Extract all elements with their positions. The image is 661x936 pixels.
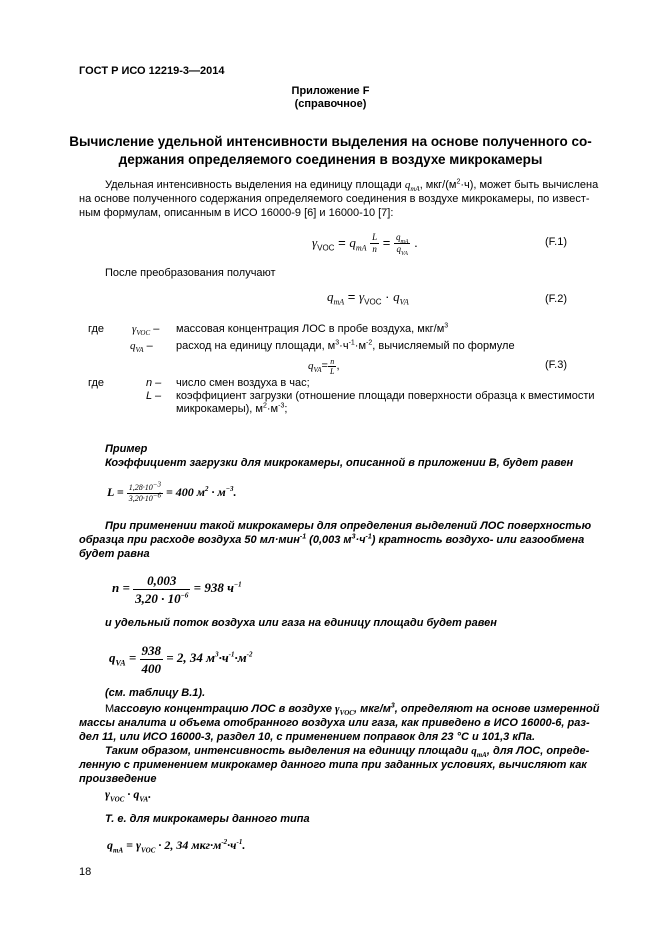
formula-loading-factor: L = $\frac{1,28\cdot 10^{-3}}{3,20\cdot 10^{-6}}$ = 400 $м^2 \cdot м^{-3}$. <box>107 480 237 503</box>
section-title-line1: Вычисление удельной интенсивности выделения на основе полученного со- <box>69 134 592 149</box>
thus-line1: Таким образом, интенсивность выделения на единицу площади $q_{mA}$, для ЛОС, опреде- <box>105 745 590 760</box>
mass-line2: массы аналита и объема отобранного воздуха или газа, как приведено в ИСО 16000-6, раз- <box>79 717 590 729</box>
mass-line1: Массовую концентрацию ЛОС в воздухе $\gamma_{VOC}$, мкг/$м^3$, определяют на основе измеренной <box>105 702 600 718</box>
example-line1: Коэффициент загрузки для микрокамеры, описанной в приложении В, будет равен <box>105 457 574 469</box>
mass-line3: дел 11, или ИСО 16000-3, раздел 10, с применением поправок для 23 °С и 101,3 кПа. <box>79 731 535 743</box>
intro-line1: Удельная интенсивность выделения на единицу площади $q_{mA}$, мкг/$(м^2\cdot ч)$, может быть вычислена <box>105 178 599 194</box>
product-formula: $\gamma_{VOC} \cdot q_{VA}$. <box>105 787 152 804</box>
chamber-line2: образца при расходе воздуха 50 мл·мин$^{-1}$ (0,003 $м^3\cdot ч^{-1}$) кратность воздухо- или газообмена <box>79 533 585 546</box>
standard-header: ГОСТ Р ИСО 12219-3—2014 <box>79 65 225 77</box>
after-transform-text: После преобразования получают <box>105 267 276 279</box>
formula-f1: $\gamma_{VOC} = q_{mA}$ $\frac{L}{n}$ = $\frac{q_{mA}}{q_{VA}}$ . <box>312 232 418 257</box>
intro-line3: ным формулам, описанным в ИСО 16000-9 [6] и 16000-10 [7]: <box>79 207 394 219</box>
where-gamma-desc: массовая концентрация ЛОС в пробе воздуха, мкг/$м^3$ <box>176 322 449 335</box>
where-n-desc: число смен воздуха в час; <box>176 377 310 389</box>
chamber-line3: будет равна <box>79 548 150 560</box>
section-title-line2: держания определяемого соединения в воздухе микрокамеры <box>118 152 543 167</box>
appendix-kind: (справочное) <box>294 98 367 110</box>
appendix-title: Приложение F <box>291 85 370 97</box>
where-l-symbol: L – <box>146 390 162 402</box>
page-number: 18 <box>79 866 92 878</box>
ie-line: Т. е. для микрокамеры данного типа <box>105 813 310 825</box>
see-table: (см. таблицу В.1). <box>105 687 206 699</box>
formula-air-change: n = $\frac{0,003}{3,20 \cdot 10^{-6}}$ = 938 $ч^{-1}$ <box>112 572 242 606</box>
formula-f2: $q_{mA} = \gamma_{VOC} \cdot q_{VA}$ <box>327 289 409 307</box>
where-q-desc: расход на единицу площади, $м^3\cdot ч^{-1}\cdot м^{-2}$, вычисляемый по формуле <box>176 339 515 352</box>
thus-line2: ленную с применением микрокамер данного типа при заданных условиях, вычисляют как <box>79 759 587 771</box>
where-label-1: где <box>88 323 105 335</box>
where-l-desc2: микрокамеры), $м^2\cdot м^{-3}$; <box>176 402 288 415</box>
where-l-desc1: коэффициент загрузки (отношение площади поверхности образца к вместимости <box>176 390 595 402</box>
formula-f3-number: (F.3) <box>545 359 567 371</box>
where-label-2: где <box>88 377 105 389</box>
formula-f3: $q_{VA}=$ $\frac{n}{L}$ , <box>308 356 340 376</box>
formula-f1-number: (F.1) <box>545 236 567 248</box>
thus-line3: произведение <box>79 773 157 785</box>
formula-f2-number: (F.2) <box>545 293 567 305</box>
chamber-line1: При применении такой микрокамеры для определения выделений ЛОС поверхностью <box>105 520 592 532</box>
where-gamma-symbol: $\gamma_{VOC}$ – <box>132 323 160 338</box>
flow-line: и удельный поток воздуха или газа на единицу площади будет равен <box>105 617 497 629</box>
formula-specific-flow: $q_{VA}$ = $\frac{938}{400}$ = 2, 34 $м^3\cdot ч^{-1}\cdot м^{-2}$ <box>109 642 253 676</box>
where-n-symbol: n – <box>146 377 162 389</box>
formula-final: $q_{mA} = \gamma_{VOC} \cdot 2$, 34 $мкг\cdot м^{-2}\cdot ч^{-1}$. <box>107 838 246 855</box>
intro-line2: на основе полученного содержания определяемого соединения в воздухе микрокамеры, по извест- <box>79 193 590 205</box>
where-q-symbol: $q_{VA}$ – <box>130 340 153 355</box>
example-heading: Пример <box>105 443 148 455</box>
